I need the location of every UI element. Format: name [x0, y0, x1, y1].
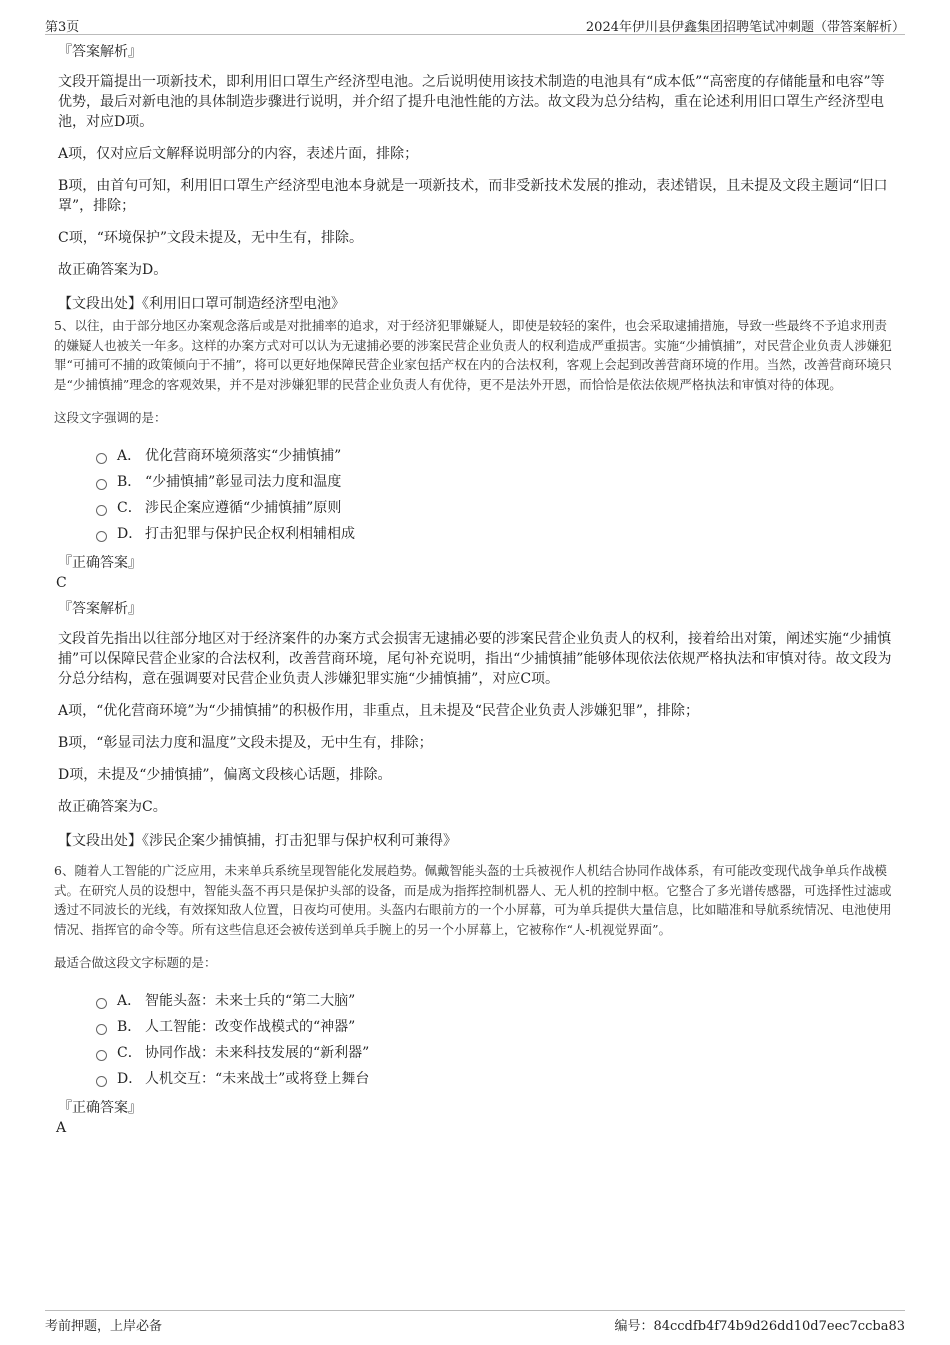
option-text: 智能头盔：未来士兵的“第二大脑”: [145, 993, 356, 1009]
answer-label: 『正确答案』: [58, 555, 142, 571]
option-d[interactable]: [96, 1066, 896, 1092]
analysis-paragraph: 故正确答案为C。: [58, 799, 167, 815]
question-text: 6、随着人工智能的广泛应用，未来单兵系统呈现智能化发展趋势。佩戴智能头盔的士兵被视作人机结合协同作战体系，有可能改变现代战争单兵作战模式。在研究人员的设想中，智能头盔不再只是保护头部的设备，而是成为指挥控制机器人、无人机的控制中枢。它整合了多光谱传感器，可选择性过滤或透过不同波长的光线，有效探知敌人位置，日夜均可使用。头盔内右眼前方的一个小屏幕，可为单兵提供大量信息，比如瞄准和导航系统情况、电池使用情况、指挥官的命令等。所有这些信息还会被传送到单兵手腕上的另一个小屏幕上，它被称作“人-机视觉界面”。: [54, 863, 892, 937]
analysis-paragraph: A项，“优化营商环境”为“少捕慎捕”的积极作用，非重点，且未提及“民营企业负责人涉嫌犯罪”，排除；: [58, 703, 700, 719]
option-a[interactable]: [96, 988, 896, 1014]
analysis-label: 『答案解析』: [58, 44, 142, 60]
radio-icon[interactable]: [96, 1050, 107, 1061]
option-text: 人机交互：“未来战士”或将登上舞台: [145, 1071, 370, 1087]
correct-answer: C: [56, 575, 67, 591]
option-list: [96, 443, 896, 547]
analysis-paragraph: 故正确答案为D。: [58, 262, 168, 278]
answer-label: 『正确答案』: [58, 1100, 142, 1116]
document-body: [56, 42, 896, 1138]
option-d[interactable]: [96, 521, 896, 547]
radio-icon[interactable]: [96, 479, 107, 490]
option-text: 打击犯罪与保护民企权利相辅相成: [145, 526, 355, 542]
option-text: 优化营商环境须落实“少捕慎捕”: [145, 448, 342, 464]
option-text: 人工智能：改变作战模式的“神器”: [145, 1019, 356, 1035]
page-footer: [45, 1310, 905, 1335]
analysis-paragraph: B项，由首句可知，利用旧口罩生产经济型电池本身就是一项新技术，而非受新技术发展的推动，表述错误，且未提及文段主题词“旧口罩”，排除；: [58, 178, 888, 214]
option-c[interactable]: [96, 1040, 896, 1066]
question-text: 5、以往，由于部分地区办案观念落后或是对批捕率的追求，对于经济犯罪嫌疑人，即使是较轻的案件，也会采取逮捕措施，导致一些最终不予追求刑责的嫌疑人也被关一年多。这样的办案方式对可以认为无逮捕必要的涉案民营企业负责人的权利造成严重损害。实施“少捕慎捕”，对民营企业负责人涉嫌犯罪“可捕可不捕的政策倾向于不捕”，将可以更好地保障民营企业家包括产权在内的合法权利，客观上会起到改善营商环境的作用。当然，改善营商环境只是“少捕慎捕”理念的客观效果，并不是对涉嫌犯罪的民营企业负责人有优待，更不是法外开恩，而恰恰是依法依规严格执法和审慎对待的体现。: [54, 318, 892, 392]
option-letter: B．: [117, 474, 142, 490]
radio-icon[interactable]: [96, 531, 107, 542]
option-list: [96, 988, 896, 1092]
analysis-paragraph: A项，仅对应后文解释说明部分的内容，表述片面，排除；: [58, 146, 419, 162]
analysis-paragraph: D项，未提及“少捕慎捕”，偏离文段核心话题，排除。: [58, 767, 392, 783]
radio-icon[interactable]: [96, 1076, 107, 1087]
analysis-label: 『答案解析』: [58, 601, 142, 617]
analysis-paragraph: 文段开篇提出一项新技术，即利用旧口罩生产经济型电池。之后说明使用该技术制造的电池具有“成本低”“高密度的存储能量和电容”等优势，最后对新电池的具体制造步骤进行说明，并介绍了提升电池性能的方法。故文段为总分结构，重在论述利用旧口罩生产经济型电池，对应D项。: [58, 74, 885, 130]
option-letter: D．: [117, 1071, 143, 1087]
radio-icon[interactable]: [96, 453, 107, 464]
analysis-paragraph: C项，“环境保护”文段未提及，无中生有，排除。: [58, 230, 364, 246]
option-letter: C．: [117, 500, 142, 516]
source-citation: 【文段出处】《涉民企案少捕慎捕，打击犯罪与保护权利可兼得》: [58, 833, 457, 849]
option-text: 协同作战：未来科技发展的“新利器”: [145, 1045, 370, 1061]
option-letter: A．: [117, 993, 142, 1009]
analysis-paragraph: 文段首先指出以往部分地区对于经济案件的办案方式会损害无逮捕必要的涉案民营企业负责人的权利，接着给出对策，阐述实施“少捕慎捕”可以保障民营企业家的合法权利，改善营商环境，尾句补充说明，指出“少捕慎捕”能够体现依法依规严格执法和审慎对待。故文段为分总分结构，意在强调要对民营企业负责人涉嫌犯罪实施“少捕慎捕”，对应C项。: [58, 631, 892, 687]
radio-icon[interactable]: [96, 1024, 107, 1035]
option-letter: C．: [117, 1045, 142, 1061]
option-letter: B．: [117, 1019, 142, 1035]
radio-icon[interactable]: [96, 505, 107, 516]
document-code: 编号：84ccdfb4f74b9d26dd10d7eec7ccba83: [614, 1319, 905, 1334]
page-header: [45, 14, 905, 35]
option-letter: A．: [117, 448, 142, 464]
option-text: “少捕慎捕”彰显司法力度和温度: [145, 474, 342, 490]
option-a[interactable]: [96, 443, 896, 469]
footer-slogan: 考前押题，上岸必备: [45, 1319, 163, 1334]
option-c[interactable]: [96, 495, 896, 521]
question-prompt: 这段文字强调的是：: [54, 410, 167, 425]
correct-answer: A: [56, 1120, 67, 1136]
option-b[interactable]: [96, 1014, 896, 1040]
source-citation: 【文段出处】《利用旧口罩可制造经济型电池》: [58, 296, 345, 312]
page-number: 第3页: [45, 20, 80, 35]
analysis-paragraph: B项，“彰显司法力度和温度”文段未提及，无中生有，排除；: [58, 735, 433, 751]
question-prompt: 最适合做这段文字标题的是：: [54, 955, 217, 970]
option-letter: D．: [117, 526, 143, 542]
radio-icon[interactable]: [96, 998, 107, 1009]
option-b[interactable]: [96, 469, 896, 495]
option-text: 涉民企案应遵循“少捕慎捕”原则: [145, 500, 342, 516]
document-title: 2024年伊川县伊鑫集团招聘笔试冲刺题（带答案解析）: [585, 20, 905, 35]
